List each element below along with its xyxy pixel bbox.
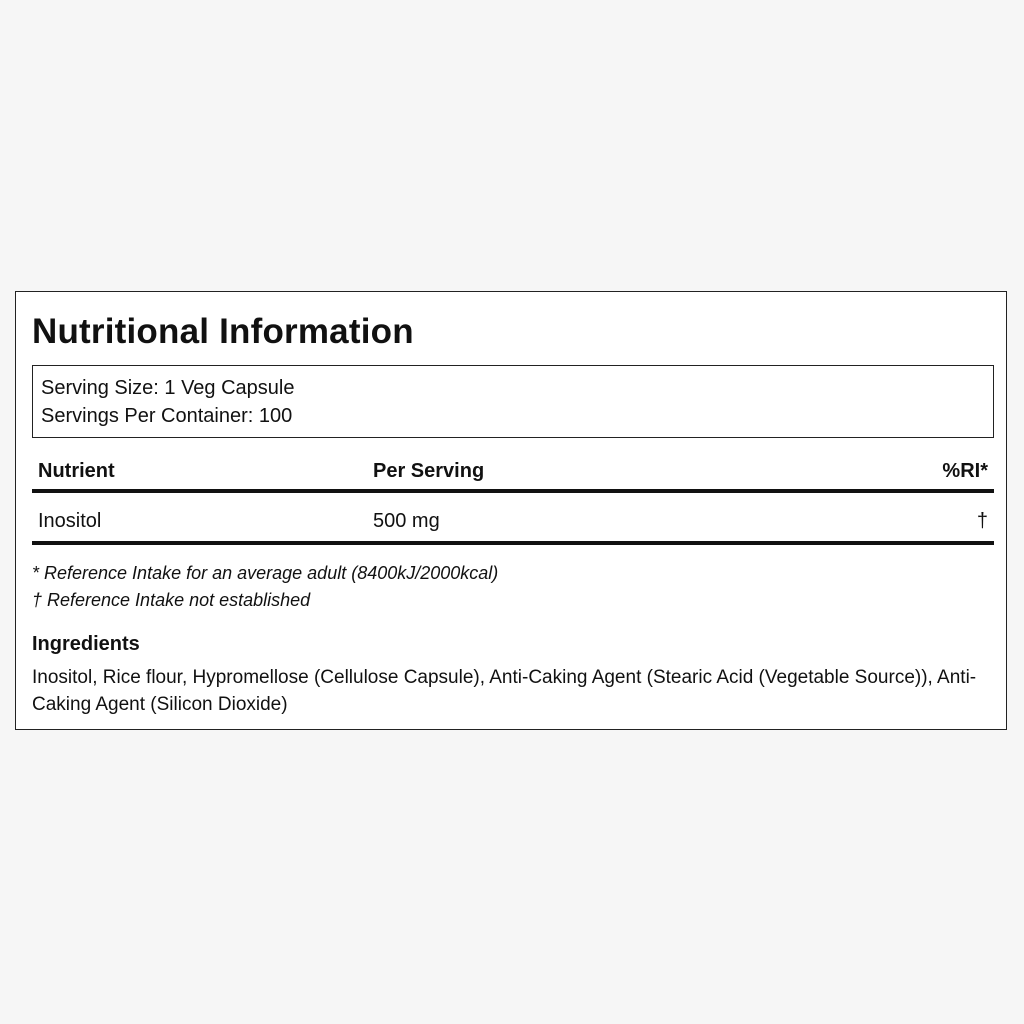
row-nutrient: Inositol [38,510,102,532]
footnote-not-established: † Reference Intake not established [32,590,311,610]
footnotes [32,560,498,614]
panel-title: Nutritional Information [32,312,414,351]
ingredients-text: Inositol, Rice flour, Hypromellose (Cellulose Capsule), Anti-Caking Agent (Stearic Acid (Vegetable Source)), Anti-Caking Agent (Silicon Dioxide) [32,667,977,715]
footnote-ri: * Reference Intake for an average adult (8400kJ/2000kcal) [32,563,499,583]
row-per-serving: 500 mg [373,510,440,532]
table-bottom-divider [32,541,994,545]
serving-info-box [32,365,994,438]
table-header-row [32,453,994,489]
nutrient-table [32,453,994,545]
header-ri: %RI* [942,460,988,482]
ingredients-heading: Ingredients [32,633,140,655]
serving-size: Serving Size: 1 Veg Capsule [41,377,295,399]
table-row [32,493,994,541]
header-nutrient: Nutrient [38,460,115,482]
row-ri: † [976,510,988,532]
nutrition-panel [15,291,1007,730]
servings-per-container: Servings Per Container: 100 [41,405,293,427]
header-per-serving: Per Serving [373,460,485,482]
